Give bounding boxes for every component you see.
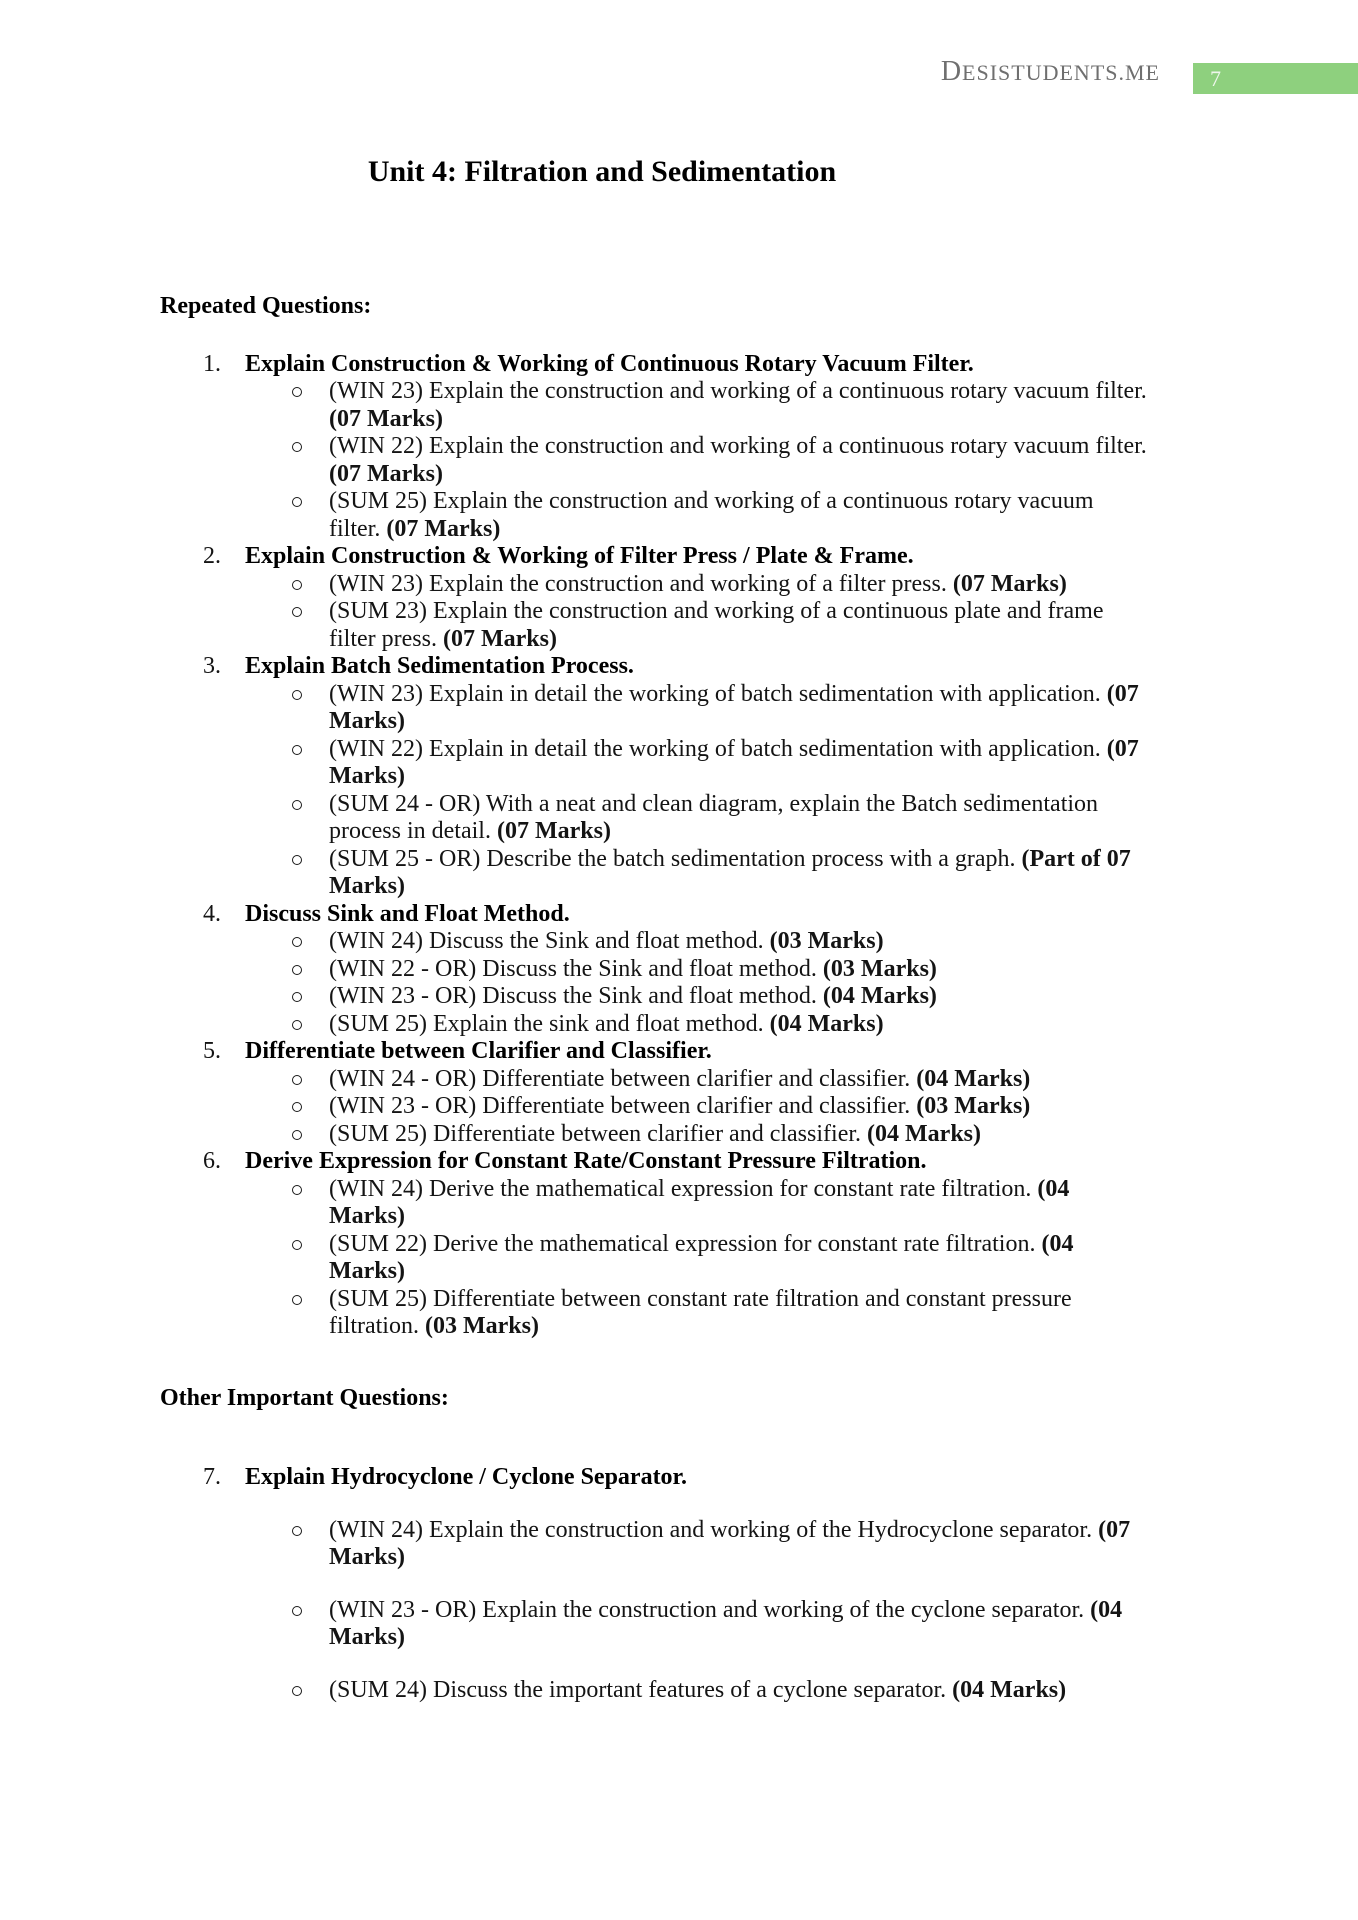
question-title: Explain Construction & Working of Filter Press / Plate & Frame. [245,543,914,569]
question-number: 5. [203,1038,221,1064]
question-item [245,1066,1200,1094]
item-text: (SUM 25) Differentiate between clarifier and classifier. [329,1120,862,1147]
circle-bullet-icon [292,1075,302,1085]
question-item [245,488,1200,543]
question-title: Explain Batch Sedimentation Process. [245,653,634,679]
question-section [160,293,1200,1341]
question-body [245,1464,1200,1704]
circle-bullet-icon [292,442,302,452]
item-text-block [329,983,1149,1011]
item-marks: (04 Marks) [769,1010,884,1037]
item-marks: (07 Marks) [329,1516,1131,1570]
item-text-block [329,956,1149,984]
circle-bullet-icon [292,690,302,700]
question-body [245,1038,1200,1148]
item-marks: (07 Marks) [442,625,557,652]
item-text-block [329,1286,1149,1341]
question-number: 2. [203,543,221,569]
question-section [160,1385,1200,1705]
question-item [245,1093,1200,1121]
item-text-block [329,571,1149,599]
item-text: (SUM 24) Discuss the important features of a cyclone separator. [329,1676,947,1703]
question-title: Differentiate between Clarifier and Classifier. [245,1038,712,1064]
circle-bullet-icon [292,800,302,810]
circle-bullet-icon [292,607,302,617]
item-marks: (Part of 07 Marks) [329,845,1131,899]
item-text-block [329,1517,1149,1572]
item-text-block [329,1066,1149,1094]
question-item [245,791,1200,846]
question-item [245,983,1200,1011]
question-item [245,681,1200,736]
item-text-block [329,488,1149,543]
item-text: (SUM 22) Derive the mathematical expression for constant rate filtration. [329,1230,1036,1257]
question-title: Derive Expression for Constant Rate/Constant Pressure Filtration. [245,1148,927,1174]
question-number: 3. [203,653,221,679]
circle-bullet-icon [292,937,302,947]
item-marks: (04 Marks) [822,983,937,1009]
item-text-block [329,928,1149,956]
item-text: (WIN 23) Explain in detail the working of batch sedimentation with application. [329,680,1101,707]
item-text: (SUM 24 - OR) With a neat and clean diagram, explain the Batch sedimentation process in detail. [329,790,1099,844]
question-item [245,846,1200,901]
item-marks: (07 Marks) [386,515,501,542]
item-marks: (04 Marks) [329,1230,1074,1284]
item-text: (WIN 24) Derive the mathematical expression for constant rate filtration. [329,1175,1032,1202]
item-text-block [329,681,1149,736]
question-number: 7. [203,1464,221,1490]
item-text: (SUM 25) Explain the construction and working of a continuous rotary vacuum filter. [329,488,1094,542]
item-text-block [329,791,1149,846]
item-text: (WIN 23) Explain the construction and working of a continuous rotary vacuum filter. [329,378,1147,404]
page-number: 7 [1210,65,1221,91]
item-text-block [329,433,1149,488]
item-text-block [329,846,1149,901]
item-marks: (04 Marks) [329,1596,1123,1650]
circle-bullet-icon [292,387,302,397]
question [160,543,1200,653]
question-item [245,1011,1200,1039]
item-text: (SUM 23) Explain the construction and working of a continuous plate and frame filter press. [329,598,1104,652]
circle-bullet-icon [292,1020,302,1030]
question-list [160,351,1200,1341]
question-body [245,543,1200,653]
item-text: (WIN 24) Discuss the Sink and float method. [329,928,764,954]
question-item [245,433,1200,488]
question-item [245,378,1200,433]
section-heading: Other Important Questions: [160,1384,449,1411]
circle-bullet-icon [292,1295,302,1305]
item-text: (WIN 22) Explain the construction and working of a continuous rotary vacuum filter. [329,433,1147,459]
question-item [245,1286,1200,1341]
item-marks: (07 Marks) [329,405,443,432]
item-text-block [329,1093,1149,1121]
question-item [245,1121,1200,1149]
question-bank-content [160,293,1200,1704]
item-text: (SUM 25) Differentiate between constant rate filtration and constant pressure filtration. [329,1285,1072,1339]
circle-bullet-icon [292,965,302,975]
item-text-block [329,1121,1149,1149]
circle-bullet-icon [292,1185,302,1195]
circle-bullet-icon [292,745,302,755]
item-text: (WIN 22) Explain in detail the working of batch sedimentation with application. [329,735,1101,762]
question-body [245,653,1200,901]
circle-bullet-icon [292,497,302,507]
item-marks: (07 Marks) [329,460,443,487]
question-item [245,1597,1200,1652]
item-text: (SUM 25 - OR) Describe the batch sedimentation process with a graph. [329,845,1016,872]
question-item [245,736,1200,791]
item-text: (WIN 24 - OR) Differentiate between clarifier and classifier. [329,1065,911,1092]
circle-bullet-icon [292,1102,302,1112]
item-text: (WIN 23 - OR) Differentiate between clarifier and classifier. [329,1093,911,1119]
question-item [245,928,1200,956]
item-text: (WIN 23 - OR) Discuss the Sink and float method. [329,983,817,1009]
question-title: Discuss Sink and Float Method. [245,900,570,927]
question-title: Explain Construction & Working of Continuous Rotary Vacuum Filter. [245,350,974,377]
item-text-block [329,1231,1149,1286]
item-marks: (04 Marks) [867,1120,981,1147]
item-text-block [329,1011,1149,1039]
item-marks: (07 Marks) [496,818,611,844]
item-text: (SUM 25) Explain the sink and float method. [329,1010,764,1037]
circle-bullet-icon [292,855,302,865]
item-marks: (03 Marks) [424,1313,539,1339]
item-text-block [329,1597,1149,1652]
question-number: 1. [203,350,221,377]
item-marks: (07 Marks) [952,570,1067,597]
item-text: (WIN 22 - OR) Discuss the Sink and float method. [329,955,817,982]
page-title: Unit 4: Filtration and Sedimentation [367,155,837,188]
question [160,901,1200,1039]
question-body [245,901,1200,1039]
question-item [245,571,1200,599]
circle-bullet-icon [292,992,302,1002]
section-heading: Repeated Questions: [160,293,372,319]
item-marks: (04 Marks) [329,1175,1070,1229]
question-item [245,1231,1200,1286]
question [160,1038,1200,1148]
question-number: 4. [203,900,221,927]
circle-bullet-icon [292,1240,302,1250]
question-item [245,956,1200,984]
question-number: 6. [203,1148,221,1174]
question-body [245,1148,1200,1341]
question-item [245,1677,1200,1705]
site-name: DESISTUDENTS.ME [940,56,1160,87]
item-text-block [329,1677,1149,1705]
question-body [245,351,1200,544]
question [160,653,1200,901]
item-text: (WIN 23 - OR) Explain the construction and working of the cyclone separator. [329,1596,1085,1623]
question-item [245,1176,1200,1231]
item-marks: (07 Marks) [329,735,1139,789]
page-number-badge [1193,63,1358,94]
item-marks: (03 Marks) [822,955,937,982]
circle-bullet-icon [292,1526,302,1536]
circle-bullet-icon [292,1606,302,1616]
item-marks: (03 Marks) [769,928,884,954]
item-marks: (04 Marks) [916,1065,1031,1092]
item-text-block [329,736,1149,791]
question-title: Explain Hydrocyclone / Cyclone Separator. [245,1464,688,1490]
item-text-block [329,598,1149,653]
item-text-block [329,378,1149,433]
item-marks: (03 Marks) [916,1093,1031,1119]
question-item [245,1517,1200,1572]
item-text: (WIN 23) Explain the construction and working of a filter press. [329,570,947,597]
item-marks: (04 Marks) [952,1676,1067,1703]
item-text: (WIN 24) Explain the construction and working of the Hydrocyclone separator. [329,1516,1093,1543]
item-text-block [329,1176,1149,1231]
circle-bullet-icon [292,580,302,590]
item-marks: (07 Marks) [329,680,1139,734]
question [160,1148,1200,1341]
question-list [160,1464,1200,1704]
circle-bullet-icon [292,1130,302,1140]
circle-bullet-icon [292,1686,302,1696]
question [160,351,1200,544]
question-item [245,598,1200,653]
question [160,1464,1200,1704]
